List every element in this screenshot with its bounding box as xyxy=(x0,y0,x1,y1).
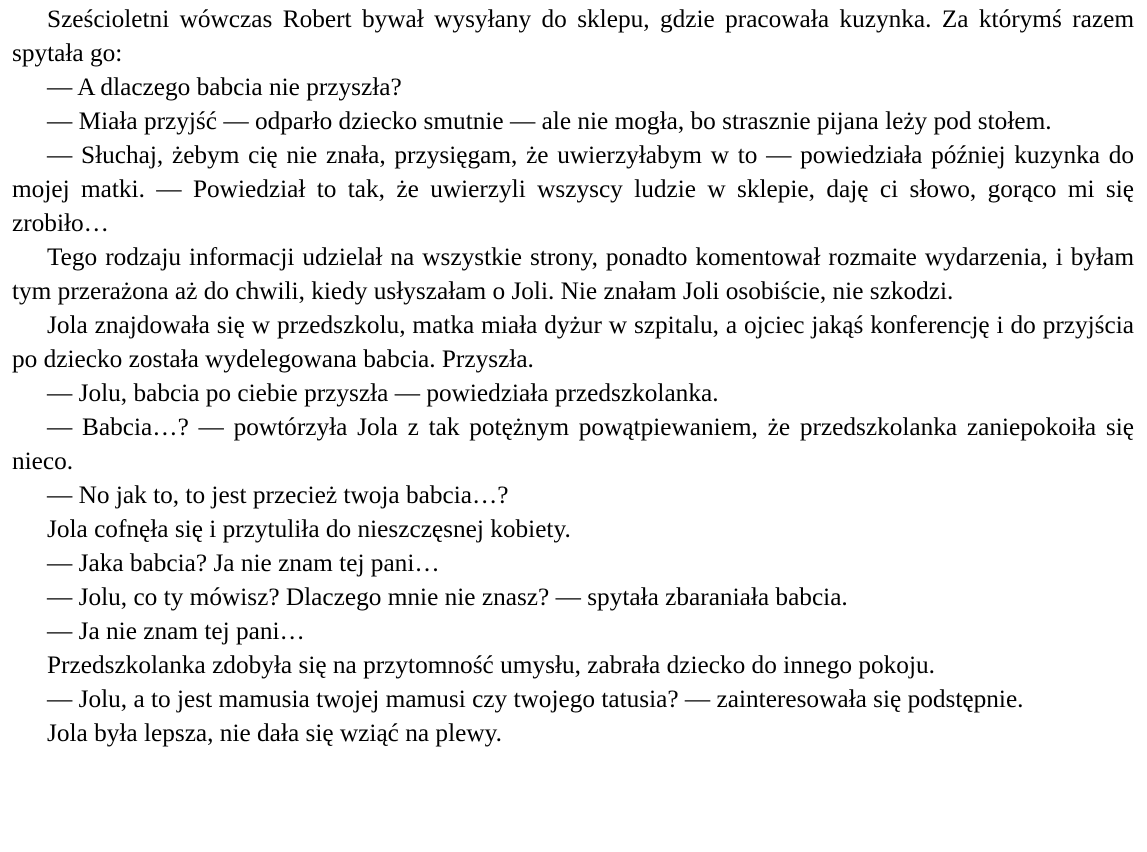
paragraph: — Ja nie znam tej pani… xyxy=(47,617,305,645)
paragraph: — A dlaczego babcia nie przyszła? xyxy=(47,73,402,101)
paragraph: Przedszkolanka zdobyła się na przytomność umysłu, zabrała dziecko do innego pokoju. xyxy=(47,651,935,679)
paragraph: Jola cofnęła się i przytuliła do nieszczęsnej kobiety. xyxy=(47,515,571,543)
paragraph: — Babcia…? — powtórzyła Jola z tak potężnym powątpiewaniem, że przedszkolanka zaniepokoiła się nieco. xyxy=(12,413,1134,475)
paragraph: — Jolu, babcia po ciebie przyszła — powiedziała przedszkolanka. xyxy=(47,379,719,407)
paragraph: — Jaka babcia? Ja nie znam tej pani… xyxy=(47,549,440,577)
paragraph: — No jak to, to jest przecież twoja babcia…? xyxy=(47,481,509,509)
paragraph: — Jolu, a to jest mamusia twojej mamusi czy twojego tatusia? — zainteresowała się podstępnie. xyxy=(47,685,1024,713)
paragraph: Tego rodzaju informacji udzielał na wszystkie strony, ponadto komentował rozmaite wydarzenia, i byłam tym przerażona aż do chwili, kiedy usłyszałam o Joli. Nie znałam Joli osobiście, nie szkodzi. xyxy=(12,243,1134,305)
paragraph: Sześcioletni wówczas Robert bywał wysyłany do sklepu, gdzie pracowała kuzynka. Za którymś razem spytała go: xyxy=(12,5,1134,67)
paragraph: — Słuchaj, żebym cię nie znała, przysięgam, że uwierzyłabym w to — powiedziała później kuzynka do mojej matki. — Powiedział to tak, że uwierzyli wszyscy ludzie w sklepie, daję ci słowo, gorąco mi się zrobiło… xyxy=(12,141,1134,237)
paragraph: Jola znajdowała się w przedszkolu, matka miała dyżur w szpitalu, a ojciec jakąś konferencję i do przyjścia po dziecko została wydelegowana babcia. Przyszła. xyxy=(12,311,1134,373)
paragraph: Jola była lepsza, nie dała się wziąć na plewy. xyxy=(47,719,502,747)
paragraph: — Miała przyjść — odparło dziecko smutnie — ale nie mogła, bo strasznie pijana leży pod stołem. xyxy=(47,107,1052,135)
paragraph: — Jolu, co ty mówisz? Dlaczego mnie nie znasz? — spytała zbaraniała babcia. xyxy=(47,583,848,611)
